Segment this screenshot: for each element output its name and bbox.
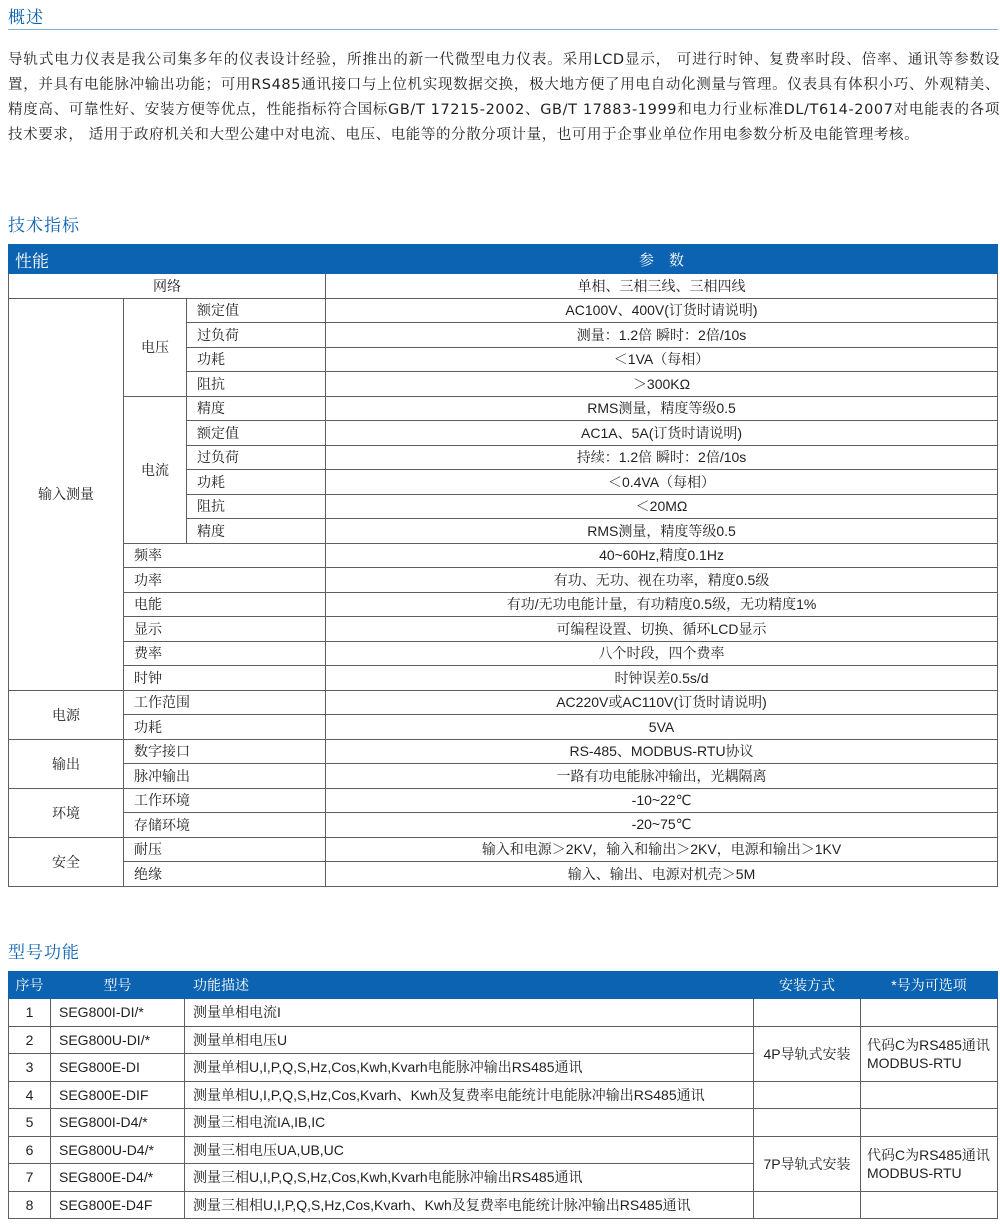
spec-item: 耐压	[124, 837, 326, 862]
spec-group-power: 电源	[9, 690, 124, 739]
spec-item: 频率	[124, 543, 326, 568]
spec-item: 额定值	[187, 421, 326, 446]
spec-value: 测量：1.2倍 瞬时：2倍/10s	[326, 323, 998, 348]
model-code: SEG800E-DI	[51, 1054, 185, 1082]
model-desc: 测量三相电压UA,UB,UC	[185, 1136, 754, 1164]
model-desc: 测量单相U,I,P,Q,S,Hz,Cos,Kwh,Kvarh电能脉冲输出RS485通讯	[185, 1054, 754, 1082]
model-install-empty	[754, 1081, 861, 1109]
model-install-empty	[754, 1191, 861, 1219]
spec-header-row	[9, 245, 998, 274]
spec-item: 功率	[124, 568, 326, 593]
spec-item: 过负荷	[187, 445, 326, 470]
spec-value: 40~60Hz,精度0.1Hz	[326, 543, 998, 568]
model-no: 4	[9, 1081, 51, 1109]
spec-item: 功耗	[187, 470, 326, 495]
spec-group-environment: 环境	[9, 788, 124, 837]
spec-value: 有功/无功电能计量，有功精度0.5级，无功精度1%	[326, 592, 998, 617]
model-no: 1	[9, 999, 51, 1027]
spec-row	[9, 641, 998, 666]
spec-item: 工作环境	[124, 788, 326, 813]
spec-value: 输入和电源＞2KV，输入和输出＞2KV，电源和输出＞1KV	[326, 837, 998, 862]
model-desc: 测量三相U,I,P,Q,S,Hz,Cos,Kwh,Kvarh电能脉冲输出RS485通讯	[185, 1164, 754, 1192]
model-header-no: 序号	[9, 972, 51, 999]
overview-paragraph: 导轨式电力仪表是我公司集多年的仪表设计经验，所推出的新一代微型电力仪表。采用LCD显示， 可进行时钟、复费率时段、倍率、通讯等参数设置，并具有电能脉冲输出功能；可用RS485通讯接口与上位机实现数据交换，极大地方便了用电自动化测量与管理。仪表具有体积小巧、外观精美、精度高、可靠性好、安装方便等优点，性能指标符合国标GB/T 17215-2002、GB/T 17883-1999和电力行业标准DL/T614-2007对电能表的各项技术要求， 适用于政府机关和大型公建中对电流、电压、电能等的分散分项计量，也可用于企事业单位作用电参数分析及电能管理考核。	[8, 52, 1000, 143]
table-row	[9, 1026, 998, 1054]
spec-group-input: 输入测量	[9, 298, 124, 690]
spec-item: 阻抗	[187, 372, 326, 397]
spec-value: 八个时段，四个费率	[326, 641, 998, 666]
spec-value: -10~22℃	[326, 788, 998, 813]
table-row	[9, 1109, 998, 1137]
spec-row	[9, 862, 998, 887]
spec-item: 过负荷	[187, 323, 326, 348]
spec-row	[9, 690, 998, 715]
spec-item: 数字接口	[124, 739, 326, 764]
spec-row	[9, 788, 998, 813]
spec-item: 显示	[124, 617, 326, 642]
spec-value: 持续：1.2倍 瞬时：2倍/10s	[326, 445, 998, 470]
model-code: SEG800U-DI/*	[51, 1026, 185, 1054]
model-no: 6	[9, 1136, 51, 1164]
spec-item: 功耗	[187, 347, 326, 372]
specs-title: 技术指标	[8, 216, 80, 236]
spec-header-params: 参 数	[326, 245, 998, 274]
spec-item: 工作范围	[124, 690, 326, 715]
table-row	[9, 999, 998, 1027]
spec-value: ＜0.4VA（每相）	[326, 470, 998, 495]
model-code: SEG800I-DI/*	[51, 999, 185, 1027]
model-install-empty	[754, 1109, 861, 1137]
model-no: 3	[9, 1054, 51, 1082]
model-no: 8	[9, 1191, 51, 1219]
spec-group-output: 输出	[9, 739, 124, 788]
spec-item: 阻抗	[187, 494, 326, 519]
spec-row	[9, 543, 998, 568]
spec-value: 输入、输出、电源对机壳＞5M	[326, 862, 998, 887]
model-no: 2	[9, 1026, 51, 1054]
spec-table	[8, 244, 998, 887]
model-table	[8, 971, 998, 1219]
spec-row	[9, 617, 998, 642]
model-header-row	[9, 972, 998, 999]
spec-item: 脉冲输出	[124, 764, 326, 789]
spec-item: 功耗	[124, 715, 326, 740]
spec-value: 时钟误差0.5s/d	[326, 666, 998, 691]
spec-item: 精度	[187, 396, 326, 421]
spec-value: ＜1VA（每相）	[326, 347, 998, 372]
spec-item: 绝缘	[124, 862, 326, 887]
spec-item: 时钟	[124, 666, 326, 691]
spec-group-safety: 安全	[9, 837, 124, 886]
spec-sub-voltage: 电压	[124, 298, 187, 396]
spec-label-network: 网络	[9, 274, 326, 299]
spec-value: 可编程设置、切换、循环LCD显示	[326, 617, 998, 642]
spec-value: AC220V或AC110V(订货时请说明)	[326, 690, 998, 715]
table-row	[9, 1191, 998, 1219]
spec-row	[9, 666, 998, 691]
models-title: 型号功能	[8, 943, 80, 963]
spec-row	[9, 764, 998, 789]
overview-divider	[8, 29, 998, 30]
model-desc: 测量单相电流I	[185, 999, 754, 1027]
model-option-three: 代码C为RS485通讯MODBUS-RTU	[861, 1136, 998, 1191]
table-row	[9, 1081, 998, 1109]
spec-row	[9, 837, 998, 862]
spec-row	[9, 813, 998, 838]
model-option-empty	[861, 1109, 998, 1137]
spec-value: ＜20MΩ	[326, 494, 998, 519]
model-option-empty	[861, 1191, 998, 1219]
spec-item: 精度	[187, 519, 326, 544]
spec-header-performance: 性能	[9, 245, 326, 274]
spec-item: 费率	[124, 641, 326, 666]
spec-row	[9, 568, 998, 593]
model-install-empty	[754, 999, 861, 1027]
model-header-install: 安装方式	[754, 972, 861, 999]
model-desc: 测量单相U,I,P,Q,S,Hz,Cos,Kvarh、Kwh及复费率电能统计电能脉冲输出RS485通讯	[185, 1081, 754, 1109]
spec-value: -20~75℃	[326, 813, 998, 838]
model-option-single: 代码C为RS485通讯MODBUS-RTU	[861, 1026, 998, 1081]
spec-item: 存储环境	[124, 813, 326, 838]
model-option-empty	[861, 1081, 998, 1109]
model-install-single: 4P导轨式安装	[754, 1026, 861, 1081]
model-code: SEG800E-DIF	[51, 1081, 185, 1109]
spec-value: 单相、三相三线、三相四线	[326, 274, 998, 299]
spec-value: ＞300KΩ	[326, 372, 998, 397]
spec-row	[9, 739, 998, 764]
model-no: 5	[9, 1109, 51, 1137]
spec-value: 5VA	[326, 715, 998, 740]
model-code: SEG800I-D4/*	[51, 1109, 185, 1137]
model-code: SEG800U-D4/*	[51, 1136, 185, 1164]
model-desc: 测量三相相U,I,P,Q,S,Hz,Cos,Kvarh、Kwh及复费率电能统计脉冲输出RS485通讯	[185, 1191, 754, 1219]
model-header-option: *号为可选项	[861, 972, 998, 999]
model-code: SEG800E-D4F	[51, 1191, 185, 1219]
model-code: SEG800E-D4/*	[51, 1164, 185, 1192]
spec-row	[9, 715, 998, 740]
model-no: 7	[9, 1164, 51, 1192]
model-header-desc: 功能描述	[185, 972, 754, 999]
spec-item: 额定值	[187, 298, 326, 323]
model-desc: 测量三相电流IA,IB,IC	[185, 1109, 754, 1137]
spec-row	[9, 396, 998, 421]
model-header-model: 型号	[51, 972, 185, 999]
table-row	[9, 1136, 998, 1164]
spec-value: 一路有功电能脉冲输出，光耦隔离	[326, 764, 998, 789]
spec-value: AC1A、5A(订货时请说明)	[326, 421, 998, 446]
spec-value: RS-485、MODBUS-RTU协议	[326, 739, 998, 764]
spec-item: 电能	[124, 592, 326, 617]
model-option-empty	[861, 999, 998, 1027]
model-desc: 测量单相电压U	[185, 1026, 754, 1054]
spec-sub-current: 电流	[124, 396, 187, 543]
model-install-three: 7P导轨式安装	[754, 1136, 861, 1191]
spec-row	[9, 592, 998, 617]
spec-value: RMS测量，精度等级0.5	[326, 519, 998, 544]
overview-title: 概述	[8, 8, 44, 28]
spec-value: 有功、无功、视在功率，精度0.5级	[326, 568, 998, 593]
spec-value: AC100V、400V(订货时请说明)	[326, 298, 998, 323]
spec-row	[9, 274, 998, 299]
spec-row	[9, 298, 998, 323]
spec-value: RMS测量，精度等级0.5	[326, 396, 998, 421]
